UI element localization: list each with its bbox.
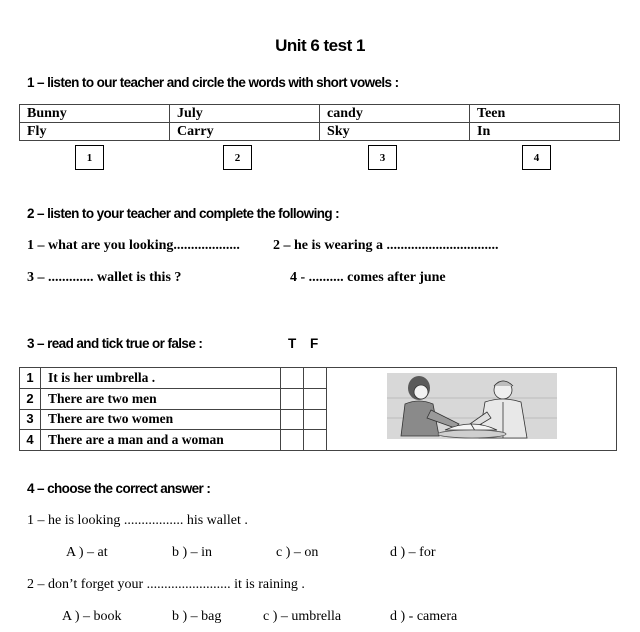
word-cell: July (170, 105, 320, 123)
statement: There are two women (41, 409, 281, 430)
answer-box-1: 1 (75, 145, 104, 170)
q4-q1-option-d[interactable]: d ) – for (390, 545, 436, 560)
false-label: F (310, 336, 318, 351)
false-cell[interactable] (304, 409, 327, 430)
false-cell[interactable] (304, 430, 327, 451)
q4-question-2: 2 – don’t forget your ........................ it is raining . (27, 577, 305, 592)
answer-box-2: 2 (223, 145, 252, 170)
q4-q1-option-c[interactable]: c ) – on (276, 545, 319, 560)
word-cell: candy (320, 105, 470, 123)
row-number: 1 (20, 368, 41, 389)
table-row (20, 105, 620, 123)
q4-heading: 4 – choose the correct answer : (27, 481, 211, 496)
true-false-table (19, 367, 617, 451)
row-number: 2 (20, 388, 41, 409)
word-cell: Fly (20, 123, 170, 141)
true-cell[interactable] (281, 388, 304, 409)
word-cell: Carry (170, 123, 320, 141)
people-umbrella-illustration (327, 368, 616, 445)
false-cell[interactable] (304, 388, 327, 409)
q2-heading: 2 – listen to your teacher and complete the following : (27, 206, 340, 221)
q2-item-4: 4 - .......... comes after june (290, 270, 446, 285)
statement: There are two men (41, 388, 281, 409)
q4-q2-option-c[interactable]: c ) – umbrella (263, 609, 342, 624)
q4-q1-option-b[interactable]: b ) – in (172, 545, 213, 560)
word-table (19, 104, 620, 141)
true-label: T (288, 336, 296, 351)
word-cell: Sky (320, 123, 470, 141)
true-cell[interactable] (281, 430, 304, 451)
q4-q2-option-d[interactable]: d ) - camera (390, 609, 458, 624)
false-cell[interactable] (304, 368, 327, 389)
q2-item-2: 2 – he is wearing a ................................ (273, 238, 499, 253)
picture-cell (327, 368, 617, 451)
q1-heading: 1 – listen to our teacher and circle the words with short vowels : (27, 75, 399, 90)
q4-question-1: 1 – he is looking ................. his wallet . (27, 513, 248, 528)
q4-q2-option-b[interactable]: b ) – bag (172, 609, 222, 624)
table-row (20, 368, 617, 389)
q2-item-1: 1 – what are you looking................... (27, 238, 240, 253)
word-cell: Bunny (20, 105, 170, 123)
row-number: 3 (20, 409, 41, 430)
answer-box-4: 4 (522, 145, 551, 170)
page-title: Unit 6 test 1 (275, 36, 365, 55)
true-cell[interactable] (281, 409, 304, 430)
true-cell[interactable] (281, 368, 304, 389)
row-number: 4 (20, 430, 41, 451)
statement: There are a man and a woman (41, 430, 281, 451)
table-row (20, 123, 620, 141)
q3-heading: 3 – read and tick true or false : (27, 336, 203, 351)
q4-q2-option-a[interactable]: A ) – book (62, 609, 122, 624)
word-cell: In (470, 123, 620, 141)
q4-q1-option-a[interactable]: A ) – at (66, 545, 108, 560)
answer-box-3: 3 (368, 145, 397, 170)
statement: It is her umbrella . (41, 368, 281, 389)
word-cell: Teen (470, 105, 620, 123)
q2-item-3: 3 – ............. wallet is this ? (27, 270, 182, 285)
